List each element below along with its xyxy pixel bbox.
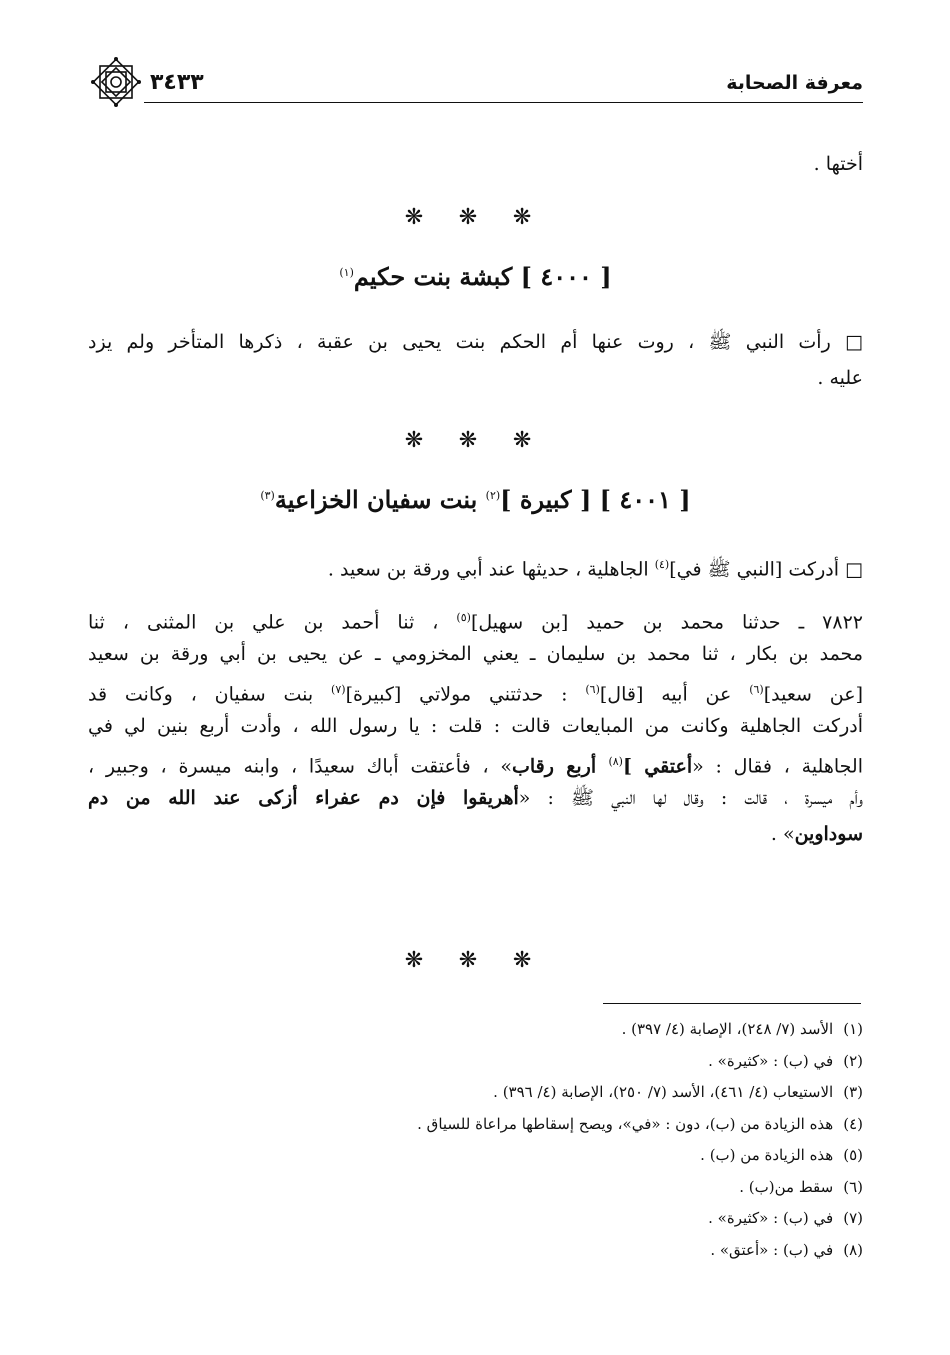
footnote-text: في (ب) : «أعتق» . bbox=[710, 1240, 834, 1259]
footnote-text: هذه الزيادة من (ب)، دون : «في»، ويصح إسقاطها مراعاة للسياق . bbox=[417, 1114, 834, 1133]
running-title: معرفة الصحابة bbox=[726, 72, 863, 94]
footnote-number: (٥) bbox=[843, 1146, 863, 1164]
footnote-ref: (٨) bbox=[608, 755, 623, 768]
text-span: [عن سعيد] bbox=[763, 683, 863, 706]
text-line: □ رأت النبي ﷺ ، روت عنها أم الحكم بنت يحيى بن عقبة ، ذكرها المتأخر ولم يزد bbox=[88, 331, 863, 353]
section-separator: ❋ ❋ ❋ bbox=[404, 205, 546, 230]
text-span: » ، فأعتقت أباك سعيدًا ، وابنه ميسرة ، وجبير ، bbox=[88, 755, 512, 778]
text-line: أدركت الجاهلية وكانت من المبايعات قالت : قلت : يا رسول الله ، وأدت أربع بنين لي في bbox=[88, 715, 863, 737]
footnote-ref: (٤) bbox=[654, 558, 670, 571]
text-span: □ أدركت [النبي ﷺ في] bbox=[669, 558, 863, 581]
footnote-number: (٦) bbox=[843, 1177, 863, 1196]
text-span: ، ثنا أحمد بن علي بن المثنى ، ثنا bbox=[88, 611, 457, 634]
footnote bbox=[88, 1140, 863, 1172]
footnote-number: (٤) bbox=[843, 1114, 863, 1133]
footnote bbox=[88, 1235, 863, 1267]
section-separator: ❋ ❋ ❋ bbox=[404, 428, 546, 453]
entry-title-suffix: بنت سفيان الخزاعية bbox=[274, 485, 486, 514]
footnote bbox=[88, 1109, 863, 1141]
entry-heading-4001 bbox=[88, 485, 863, 514]
page-header bbox=[88, 68, 863, 108]
footnote bbox=[88, 1014, 863, 1046]
footnote-ref: (٧) bbox=[331, 683, 346, 696]
text-span-bold: أهريقوا فإن دم عفراء أزكى عند الله من دم bbox=[88, 787, 519, 809]
footnote-ref: (١) bbox=[339, 266, 354, 279]
footnote-text: سقط من(ب) . bbox=[739, 1177, 834, 1196]
text-span-bold: سوداوين bbox=[794, 823, 863, 845]
text-span: عن أبيه [قال] bbox=[599, 683, 750, 706]
footnote bbox=[88, 1077, 863, 1109]
footnote-ref: (٥) bbox=[456, 611, 471, 624]
text-line bbox=[88, 672, 863, 708]
page-number: ٣٤٣٣ bbox=[150, 70, 204, 95]
footnote-text: هذه الزيادة من (ب) . bbox=[700, 1146, 834, 1164]
footnote-ref: (٣) bbox=[260, 489, 275, 502]
continuation-text bbox=[88, 146, 863, 182]
text-line bbox=[88, 816, 863, 852]
footnotes bbox=[88, 1014, 863, 1266]
entry-title-prefix: [ ٤٠٠١ ] [ كبيرة ] bbox=[500, 485, 691, 514]
ornament-icon bbox=[88, 54, 144, 110]
footnote-number: (٢) bbox=[843, 1051, 863, 1070]
footnote bbox=[88, 1046, 863, 1078]
text-span-bold: أربع رقاب bbox=[511, 755, 609, 778]
text-line bbox=[88, 547, 863, 583]
footnote-ref: (٦) bbox=[749, 683, 764, 696]
entry-heading-4000 bbox=[88, 262, 863, 291]
text-line bbox=[88, 780, 863, 816]
text-span: وأم ميسرة ، قالت : وقال لها النبي ﷺ : « bbox=[518, 787, 863, 809]
entry-title: [ ٤٠٠٠ ] كبشة بنت حكيم bbox=[353, 262, 612, 291]
text-line: محمد بن بكار ، ثنا محمد بن سليمان ـ يعني المخزومي ـ عن يحيى بن أبي ورقة بن سعيد bbox=[88, 643, 863, 665]
text-span: : حدثتني مولاتي [كبيرة] bbox=[345, 683, 586, 706]
text-span: الجاهلية ، حديثها عند أبي ورقة بن سعيد . bbox=[327, 558, 655, 581]
footnote-text: في (ب) : «كثيرة» . bbox=[708, 1209, 834, 1227]
footnote bbox=[88, 1172, 863, 1204]
footnote-text: في (ب) : «كثيرة» . bbox=[708, 1051, 834, 1070]
footnote-number: (٣) bbox=[843, 1083, 863, 1101]
hadith-text bbox=[88, 600, 863, 852]
footnote-ref: (٦) bbox=[585, 683, 600, 696]
footnote-divider bbox=[603, 1003, 861, 1004]
footnote-number: (٧) bbox=[843, 1209, 863, 1227]
text-span: ٧٨٢٢ ـ حدثنا محمد بن حميد [بن سهيل] bbox=[470, 611, 863, 634]
footnote-text: الأسد (٧/ ٢٤٨)، الإصابة (٤/ ٣٩٧) . bbox=[621, 1020, 834, 1038]
footnote-number: (٨) bbox=[843, 1240, 863, 1259]
text-span: الجاهلية ، فقال : « bbox=[692, 755, 863, 778]
section-separator: ❋ ❋ ❋ bbox=[404, 948, 546, 973]
entry-body-4001 bbox=[88, 547, 863, 583]
text-span-bold: أعتقي ] bbox=[622, 755, 693, 778]
footnote bbox=[88, 1203, 863, 1235]
entry-body-4000 bbox=[88, 324, 863, 396]
footnote-number: (١) bbox=[843, 1020, 863, 1038]
footnote-ref: (٢) bbox=[485, 489, 501, 502]
footnote-text: الاستيعاب (٤/ ٤٦١)، الأسد (٧/ ٢٥٠)، الإصابة (٤/ ٣٩٦) . bbox=[493, 1083, 834, 1101]
header-divider bbox=[144, 102, 863, 103]
text-line: أختها . bbox=[813, 153, 863, 175]
text-line bbox=[88, 600, 863, 636]
text-span: » . bbox=[770, 823, 795, 845]
text-line: عليه . bbox=[817, 367, 863, 389]
text-line bbox=[88, 744, 863, 780]
text-span: بنت سفيان ، وكانت قد bbox=[88, 683, 332, 706]
